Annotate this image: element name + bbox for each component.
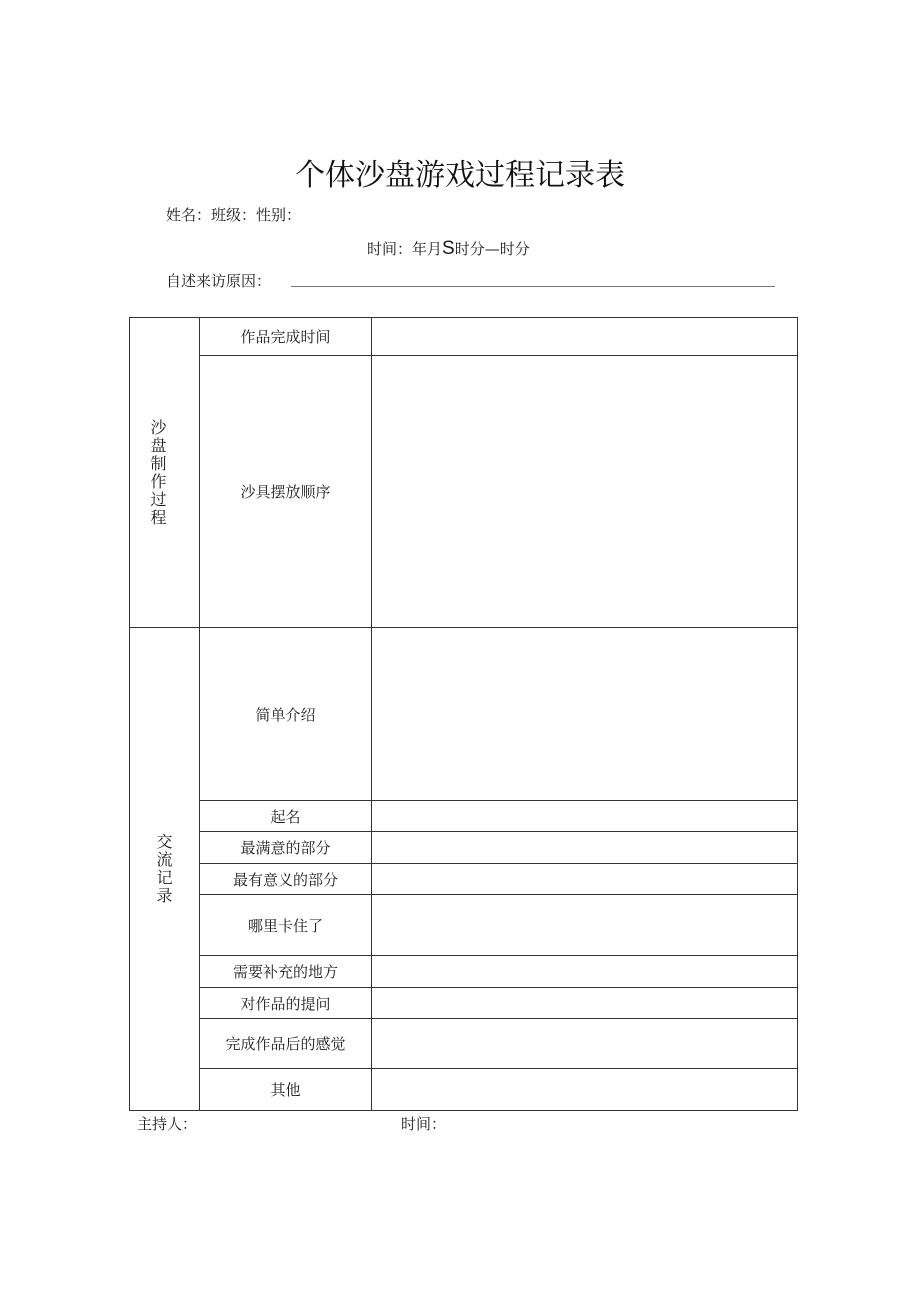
row-label-cell: 最有意义的部分	[200, 864, 372, 895]
reason-label: 自述来访原因：	[166, 272, 272, 290]
time-line	[367, 238, 530, 260]
answer-cell[interactable]	[372, 1069, 798, 1111]
section-label-sandplay-process: 沙盘制作过程	[150, 417, 167, 527]
section-label-cell	[130, 628, 200, 1111]
section-label-communication-record: 交流记录	[156, 832, 173, 905]
answer-cell[interactable]	[372, 356, 798, 628]
answer-cell[interactable]	[372, 801, 798, 832]
row-label-cell: 其他	[200, 1069, 372, 1111]
table-row	[130, 988, 798, 1019]
host-label: 主持人：	[137, 1115, 198, 1133]
time-line-suffix: 时分—时分	[454, 240, 530, 258]
answer-cell[interactable]	[372, 832, 798, 864]
answer-cell[interactable]	[372, 864, 798, 895]
row-label-cell: 作品完成时间	[200, 318, 372, 356]
record-table	[129, 317, 798, 1111]
table-row	[130, 318, 798, 356]
table-row	[130, 864, 798, 895]
reason-blank-line[interactable]	[291, 286, 775, 287]
table-row	[130, 956, 798, 988]
table-row	[130, 895, 798, 956]
row-label-cell: 完成作品后的感觉	[200, 1019, 372, 1069]
answer-cell[interactable]	[372, 956, 798, 988]
row-label-cell: 起名	[200, 801, 372, 832]
answer-cell[interactable]	[372, 1019, 798, 1069]
row-label-cell: 哪里卡住了	[200, 895, 372, 956]
table-row	[130, 356, 798, 628]
row-label-cell: 需要补充的地方	[200, 956, 372, 988]
answer-cell[interactable]	[372, 628, 798, 801]
answer-cell[interactable]	[372, 988, 798, 1019]
section-label-cell	[130, 318, 200, 628]
table-row	[130, 1019, 798, 1069]
footer-time-label: 时间：	[401, 1115, 447, 1133]
table-row	[130, 832, 798, 864]
row-label-cell: 沙具摆放顺序	[200, 356, 372, 628]
table-row	[130, 801, 798, 832]
table-row	[130, 1069, 798, 1111]
table-row	[130, 628, 798, 801]
time-line-s: S	[442, 238, 455, 259]
row-label-cell: 最满意的部分	[200, 832, 372, 864]
answer-cell[interactable]	[372, 318, 798, 356]
row-label-cell: 对作品的提问	[200, 988, 372, 1019]
page-title: 个体沙盘游戏过程记录表	[295, 158, 625, 193]
answer-cell[interactable]	[372, 895, 798, 956]
name-class-gender-line: 姓名：班级：性别：	[166, 206, 302, 224]
row-label-cell: 简单介绍	[200, 628, 372, 801]
time-line-prefix: 时间：年月	[367, 240, 443, 258]
